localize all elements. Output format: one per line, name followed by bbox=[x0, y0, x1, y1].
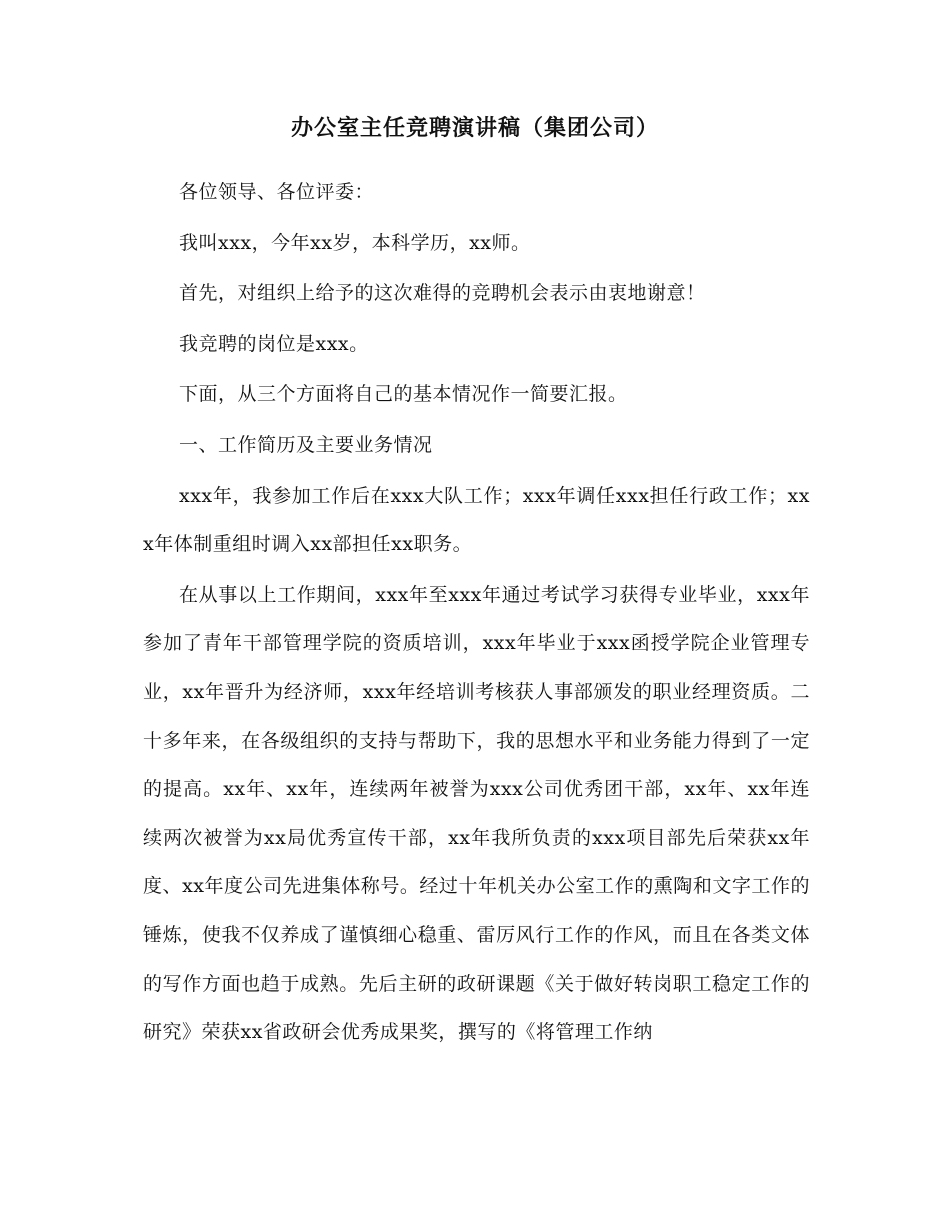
paragraph-salutation: 各位领导、各位评委： bbox=[179, 181, 375, 203]
document-body bbox=[143, 168, 810, 1059]
paragraph-introduction: 我叫xxx，今年xx岁，本科学历，xx师。 bbox=[179, 231, 531, 254]
paragraph-achievements: 在从事以上工作期间，xxx年至xxx年通过考试学习获得专业毕业，xxx年参加了青年干部管理学院的资质培训，xxx年毕业于xxx函授学院企业管理专业，xx年晋升为经济师，xxx年经培训考核获人事部颁发的职业经理资质。二十多年来，在各级组织的支持与帮助下，我的思想水平和业务能力得到了一定的提高。xx年、xx年，连续两年被誉为xxx公司优秀团干部，xx年、xx年连续两次被誉为xx局优秀宣传干部，xx年我所负责的xxx项目部先后荣获xx年度、xx年度公司先进集体称号。经过十年机关办公室工作的熏陶和文字工作的锤炼，使我不仅养成了谨慎细心稳重、雷厉风行工作的作风，而且在各类文体的写作方面也趋于成熟。先后主研的政研课题《关于做好转岗职工稳定工作的研究》荣获xx省政研会优秀成果奖，撰写的《将管理工作纳 bbox=[143, 583, 810, 1044]
paragraph-position: 我竞聘的岗位是xxx。 bbox=[179, 332, 369, 355]
paragraph-thanks: 首先，对组织上给予的这次难得的竞聘机会表示由衷地谢意！ bbox=[179, 282, 706, 305]
document-title: 办公室主任竞聘演讲稿（集团公司） bbox=[290, 115, 659, 141]
paragraph-work-history: xxx年，我参加工作后在xxx大队工作；xxx年调任xxx担任行政工作；xxx年体制重组时调入xx部担任xx职务。 bbox=[143, 484, 810, 556]
paragraph-overview: 下面，从三个方面将自己的基本情况作一简要汇报。 bbox=[179, 383, 628, 406]
section-heading-work-history: 一、工作简历及主要业务情况 bbox=[179, 433, 433, 456]
